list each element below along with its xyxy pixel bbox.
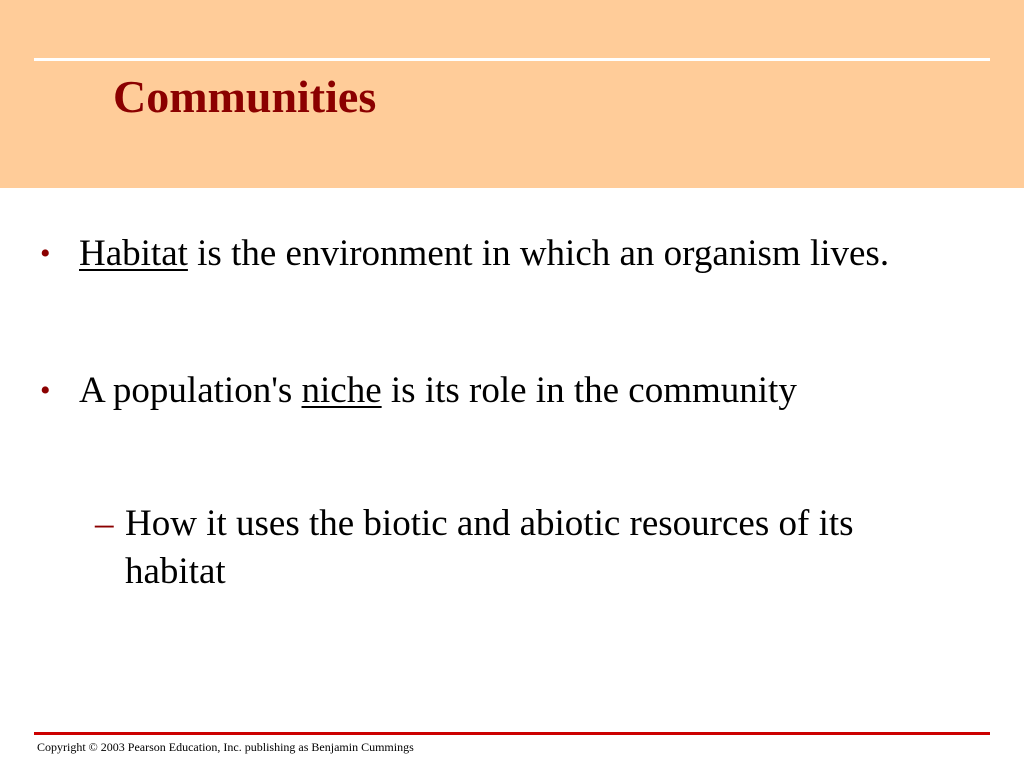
term-niche: niche bbox=[301, 370, 382, 411]
bullet-niche bbox=[40, 367, 970, 415]
bullet-habitat bbox=[40, 230, 970, 278]
bullet-marker: • bbox=[40, 237, 51, 270]
term-habitat: Habitat bbox=[79, 233, 188, 274]
bullet-text bbox=[79, 367, 970, 415]
copyright-notice: Copyright © 2003 Pearson Education, Inc. publishing as Benjamin Cummings bbox=[37, 740, 414, 754]
sub-bullet-resources bbox=[95, 500, 955, 596]
bullet-rest: is the environment in which an organism lives. bbox=[187, 233, 890, 274]
bullet-text bbox=[79, 230, 970, 278]
header-divider bbox=[34, 58, 990, 61]
footer-divider bbox=[34, 732, 990, 735]
slide-title: Communities bbox=[113, 71, 377, 122]
bullet-before: A population's bbox=[79, 370, 302, 411]
sub-bullet-text: How it uses the biotic and abiotic resources of its habitat bbox=[125, 503, 854, 592]
sub-bullet-marker: – bbox=[95, 503, 114, 544]
bullet-after: is its role in the community bbox=[381, 370, 797, 411]
bullet-marker: • bbox=[40, 374, 51, 407]
